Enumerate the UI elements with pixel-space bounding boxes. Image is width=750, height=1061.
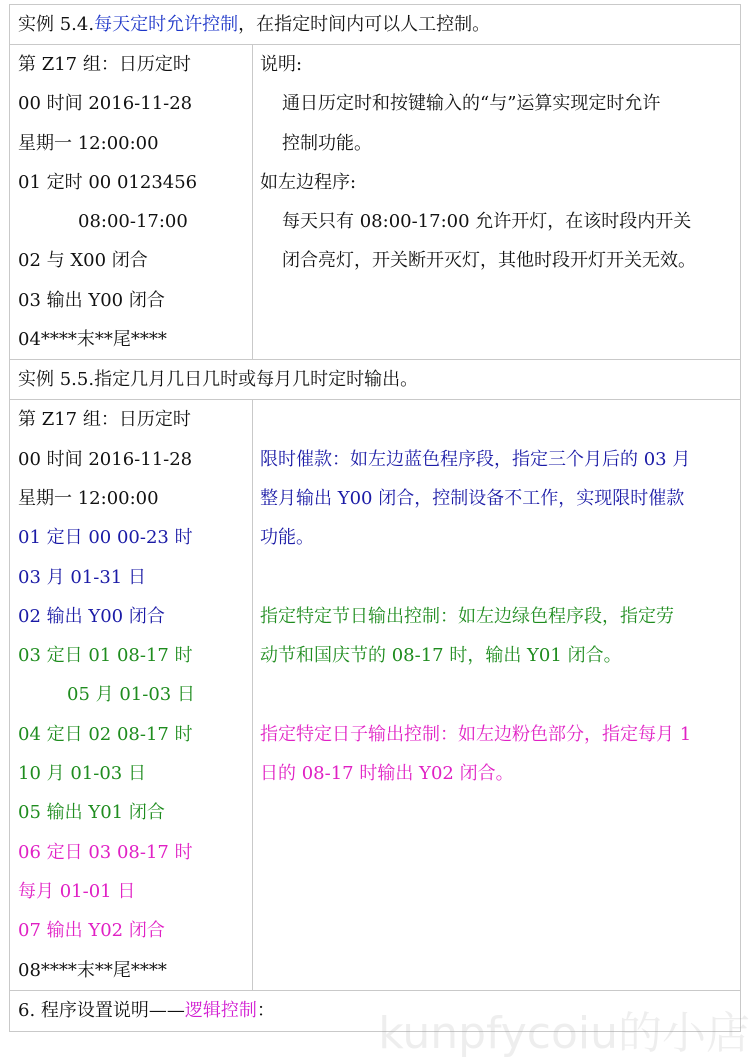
program-line: 01 定日 00 00-23 时 <box>18 527 193 549</box>
program-line: 08:00-17:00 <box>78 211 188 233</box>
program-line: 10 月 01-03 日 <box>18 763 146 785</box>
program-line: 04****末**尾**** <box>18 329 167 351</box>
explanation-line: 控制功能。 <box>282 132 372 154</box>
program-line: 00 时间 2016-11-28 <box>18 448 193 470</box>
program-listing <box>10 45 253 359</box>
program-line: 03 月 01-31 日 <box>18 566 146 588</box>
document-table <box>9 4 741 1032</box>
heading-prefix: 6. 程序设置说明—— <box>18 999 185 1021</box>
program-line: 08****末**尾**** <box>18 959 167 981</box>
heading-prefix: 实例 5.4. <box>18 14 95 35</box>
explanation-line: 指定特定日子输出控制：如左边粉色部分，指定每月 1 <box>260 723 692 745</box>
explanation-line: 动节和国庆节的 08-17 时，输出 Y01 闭合。 <box>260 645 622 667</box>
explanation <box>253 400 740 989</box>
section-heading-5-4 <box>10 5 740 45</box>
program-line: 星期一 12:00:00 <box>18 487 159 509</box>
explanation-line: 限时催款：如左边蓝色程序段，指定三个月后的 03 月 <box>260 448 691 470</box>
heading-suffix: ，在指定时间内可以人工控制。 <box>238 14 491 35</box>
explanation-line: 日的 08-17 时输出 Y02 闭合。 <box>260 763 514 785</box>
explanation-line: 通日历定时和按键输入的“与”运算实现定时允许 <box>282 93 661 115</box>
program-line: 01 定时 00 0123456 <box>18 171 198 193</box>
program-line: 02 输出 Y00 闭合 <box>18 605 165 627</box>
program-line: 05 月 01-03 日 <box>67 684 195 706</box>
program-line: 00 时间 2016-11-28 <box>18 93 193 115</box>
explanation <box>253 45 740 359</box>
program-line: 06 定日 03 08-17 时 <box>18 841 193 863</box>
section-heading-6 <box>10 991 740 1031</box>
explanation-line: 功能。 <box>260 527 314 549</box>
watermark: kunpfycoiu的小店 <box>378 1008 750 1059</box>
program-line: 每月 01-01 日 <box>18 880 136 902</box>
explanation-line: 每天只有 08:00-17:00 允许开灯，在该时段内开关 <box>282 211 692 233</box>
explanation-line: 如左边程序: <box>260 171 357 193</box>
explanation-line: 整月输出 Y00 闭合，控制设备不工作，实现限时催款 <box>260 487 685 509</box>
example-5-4-block <box>10 45 740 360</box>
program-listing <box>10 400 253 989</box>
heading-suffix: ： <box>256 999 275 1021</box>
heading-text: 实例 5.5.指定几月几日几时或每月几时定时输出。 <box>18 369 419 391</box>
program-line: 03 输出 Y00 闭合 <box>18 289 165 311</box>
program-line: 03 定日 01 08-17 时 <box>18 645 193 667</box>
explanation-line: 说明: <box>260 54 303 75</box>
section-heading-5-5 <box>10 360 740 400</box>
heading-link: 每天定时允许控制 <box>94 14 239 35</box>
program-line: 07 输出 Y02 闭合 <box>18 920 165 942</box>
program-line: 星期一 12:00:00 <box>18 132 159 154</box>
heading-link: 逻辑控制 <box>184 999 257 1021</box>
program-line: 02 与 X00 闭合 <box>18 250 148 272</box>
explanation-line: 闭合亮灯，开关断开灭灯，其他时段开灯开关无效。 <box>282 250 696 272</box>
example-5-5-block <box>10 400 740 990</box>
program-line: 第 Z17 组：日历定时 <box>18 54 191 75</box>
program-line: 第 Z17 组：日历定时 <box>18 409 191 431</box>
program-line: 04 定日 02 08-17 时 <box>18 723 193 745</box>
program-line: 05 输出 Y01 闭合 <box>18 802 165 824</box>
explanation-line: 指定特定节日输出控制：如左边绿色程序段，指定劳 <box>260 605 674 627</box>
